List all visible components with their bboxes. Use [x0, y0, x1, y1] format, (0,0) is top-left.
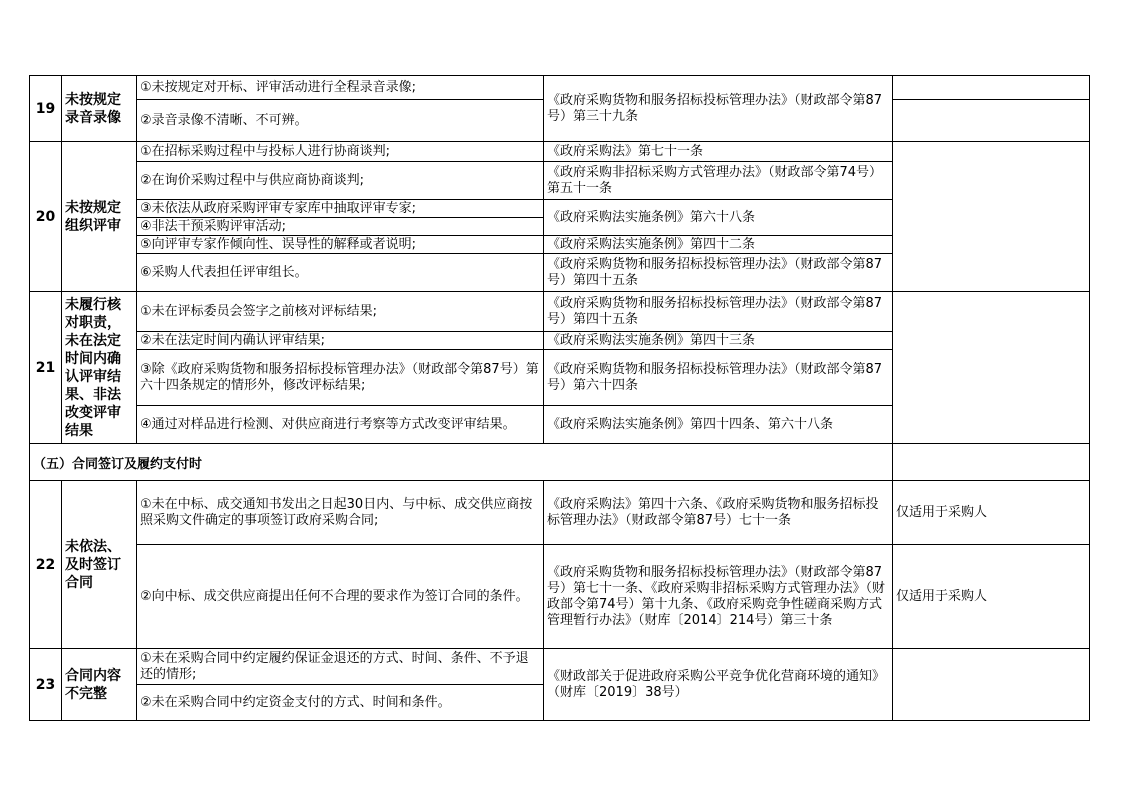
row-number: 23: [30, 649, 62, 721]
item-cell: ②在询价采购过程中与供应商协商谈判;: [137, 162, 544, 200]
basis-cell: 《政府采购货物和服务招标投标管理办法》（财政部令第87号）第四十五条: [544, 292, 893, 332]
row-number: 19: [30, 76, 62, 142]
item-cell: ②向中标、成交供应商提出任何不合理的要求作为签订合同的条件。: [137, 545, 544, 649]
row-number: 20: [30, 142, 62, 292]
item-cell: ⑥采购人代表担任评审组长。: [137, 254, 544, 292]
note-cell: 仅适用于采购人: [893, 545, 1090, 649]
item-cell: ⑤向评审专家作倾向性、误导性的解释或者说明;: [137, 236, 544, 254]
item-cell: ③未依法从政府采购评审专家库中抽取评审专家;: [137, 200, 544, 218]
regulation-table: [29, 75, 1090, 721]
note-cell: [893, 292, 1090, 444]
item-cell: ②录音录像不清晰、不可辨。: [137, 100, 544, 142]
note-cell: [893, 444, 1090, 481]
basis-cell: 《政府采购货物和服务招标投标管理办法》（财政部令第87号）第四十五条: [544, 254, 893, 292]
item-cell: ④通过对样品进行检测、对供应商进行考察等方式改变评审结果。: [137, 406, 544, 444]
note-cell: [893, 76, 1090, 100]
category-cell: 未依法、及时签订合同: [62, 481, 137, 649]
basis-cell: 《政府采购法》第四十六条、《政府采购货物和服务招标投标管理办法》（财政部令第87号）七十一条: [544, 481, 893, 545]
item-cell: ③除《政府采购货物和服务招标投标管理办法》（财政部令第87号）第六十四条规定的情形外，修改评标结果;: [137, 350, 544, 406]
basis-cell: 《政府采购货物和服务招标投标管理办法》（财政部令第87号）第六十四条: [544, 350, 893, 406]
note-cell: [893, 100, 1090, 142]
basis-cell: 《政府采购法》第七十一条: [544, 142, 893, 162]
basis-cell: 《政府采购法实施条例》第四十四条、第六十八条: [544, 406, 893, 444]
category-cell: 合同内容不完整: [62, 649, 137, 721]
section-header: （五）合同签订及履约支付时: [30, 444, 893, 481]
note-cell: 仅适用于采购人: [893, 481, 1090, 545]
category-cell: 未按规定组织评审: [62, 142, 137, 292]
item-cell: ②未在法定时间内确认评审结果;: [137, 332, 544, 350]
basis-cell: 《财政部关于促进政府采购公平竞争优化营商环境的通知》（财库〔2019〕38号）: [544, 649, 893, 721]
item-cell: ①未在评标委员会签字之前核对评标结果;: [137, 292, 544, 332]
item-cell: ④非法干预采购评审活动;: [137, 218, 544, 236]
item-cell: ①未在采购合同中约定履约保证金退还的方式、时间、条件、不予退还的情形;: [137, 649, 544, 685]
row-number: 22: [30, 481, 62, 649]
item-cell: ②未在采购合同中约定资金支付的方式、时间和条件。: [137, 685, 544, 721]
item-cell: ①在招标采购过程中与投标人进行协商谈判;: [137, 142, 544, 162]
note-cell: [893, 142, 1090, 292]
row-number: 21: [30, 292, 62, 444]
basis-cell: 《政府采购法实施条例》第四十三条: [544, 332, 893, 350]
category-cell: 未按规定录音录像: [62, 76, 137, 142]
note-cell: [893, 649, 1090, 721]
basis-cell: 《政府采购法实施条例》第六十八条: [544, 200, 893, 236]
basis-cell: 《政府采购法实施条例》第四十二条: [544, 236, 893, 254]
item-cell: ①未按规定对开标、评审活动进行全程录音录像;: [137, 76, 544, 100]
basis-cell: 《政府采购非招标采购方式管理办法》（财政部令第74号）第五十一条: [544, 162, 893, 200]
item-cell: ①未在中标、成交通知书发出之日起30日内、与中标、成交供应商按照采购文件确定的事项签订政府采购合同;: [137, 481, 544, 545]
basis-cell: 《政府采购货物和服务招标投标管理办法》（财政部令第87号）第三十九条: [544, 76, 893, 142]
category-cell: 未履行核对职责，未在法定时间内确认评审结果、非法改变评审结果: [62, 292, 137, 444]
basis-cell: 《政府采购货物和服务招标投标管理办法》（财政部令第87号）第七十一条、《政府采购非招标采购方式管理办法》（财政部令第74号）第十九条、《政府采购竞争性磋商采购方式管理暂行办法》（财库〔2014〕214号）第三十条: [544, 545, 893, 649]
